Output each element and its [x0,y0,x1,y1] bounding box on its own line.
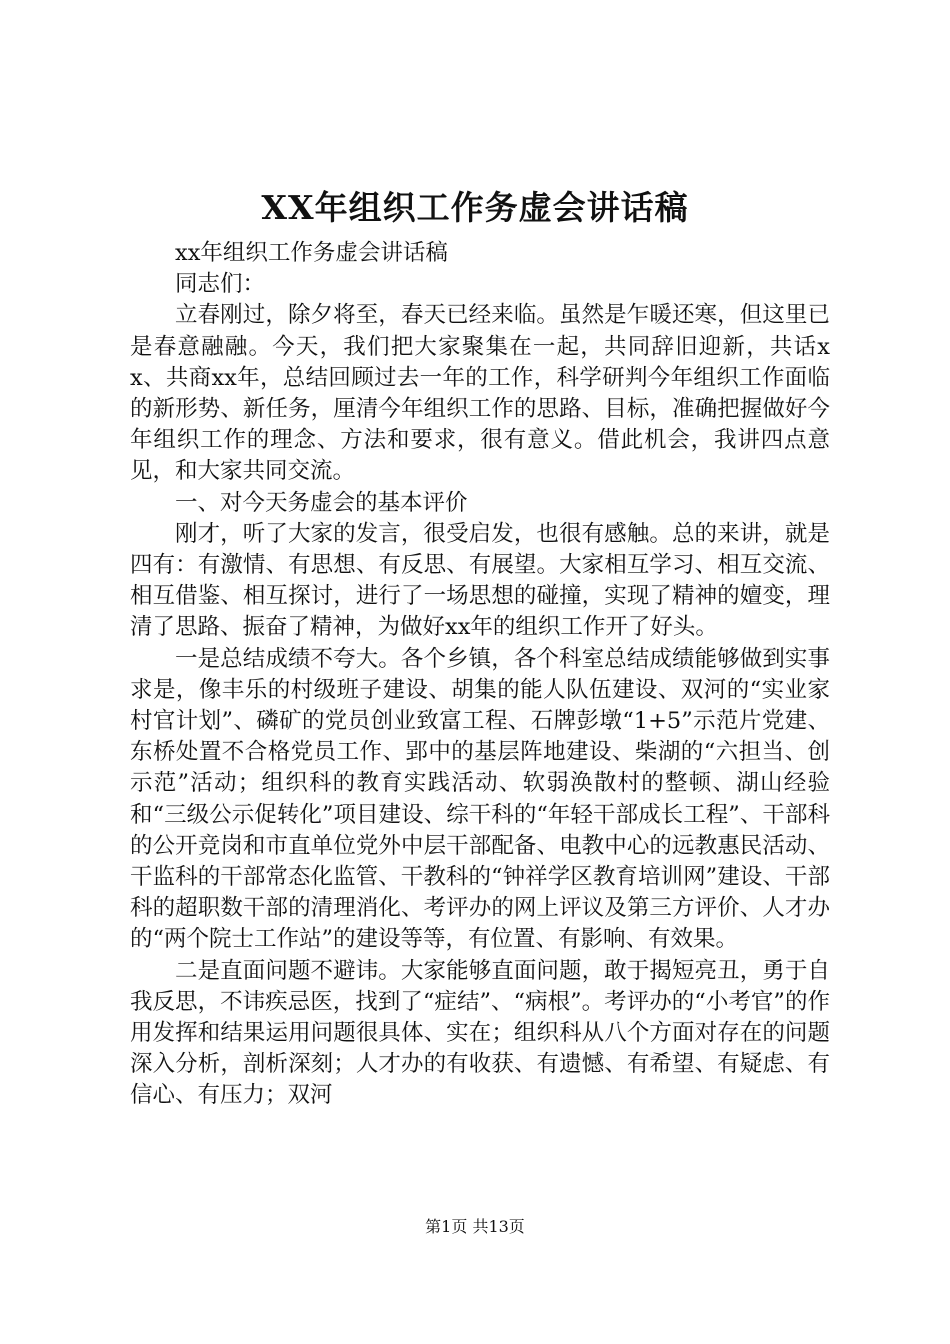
body-paragraph: 刚才，听了大家的发言，很受启发，也很有感触。总的来讲，就是四有：有激情、有思想、有反思、有展望。大家相互学习、相互交流、相互借鉴、相互探讨，进行了一场思想的碰撞，实现了精神的嬗变，理清了思路、振奋了精神，为做好xx年的组织工作开了好头。 [130,520,830,641]
salutation-paragraph: 同志们： [175,271,266,298]
page-number-footer: 第1页 共13页 [425,1217,525,1236]
section-heading: 一、对今天务虚会的基本评价 [175,489,468,516]
body-paragraph: 立春刚过，除夕将至，春天已经来临。虽然是乍暖还寒，但这里已是春意融融。今天，我们把大家聚集在一起，共同辞旧迎新，共话xx、共商xx年，总结回顾过去一年的工作，科学研判今年组织工作面临的新形势、新任务，厘清今年组织工作的思路、目标，准确把握做好今年组织工作的理念、方法和要求，很有意义。借此机会，我讲四点意见，和大家共同交流。 [130,302,830,485]
document-body [130,238,830,1112]
subtitle-paragraph: xx年组织工作务虚会讲话稿 [175,240,448,266]
body-paragraph: 一是总结成绩不夸大。各个乡镇，各个科室总结成绩能够做到实事求是，像丰乐的村级班子建设、胡集的能人队伍建设、双河的“实业家村官计划”、磷矿的党员创业致富工程、石牌彭墩“1+5”示范片党建、东桥处置不合格党员工作、郢中的基层阵地建设、柴湖的“六担当、创示范”活动；组织科的教育实践活动、软弱涣散村的整顿、湖山经验和“三级公示促转化”项目建设、综干科的“年轻干部成长工程”、干部科的公开竞岗和市直单位党外中层干部配备、电教中心的远教惠民活动、干监科的干部常态化监管、干教科的“钟祥学区教育培训网”建设、干部科的超职数干部的清理消化、考评办的网上评议及第三方评价、人才办的“两个院士工作站”的建设等等，有位置、有影响、有效果。 [130,645,830,953]
body-paragraph: 二是直面问题不避讳。大家能够直面问题，敢于揭短亮丑，勇于自我反思，不讳疾忌医，找到了“症结”、“病根”。考评办的“小考官”的作用发挥和结果运用问题很具体、实在；组织科从八个方面对存在的问题深入分析，剖析深刻；人才办的有收获、有遗憾、有希望、有疑虑、有信心、有压力；双河 [130,957,830,1109]
document-title: XX年组织工作务虚会讲话稿 [261,188,689,227]
